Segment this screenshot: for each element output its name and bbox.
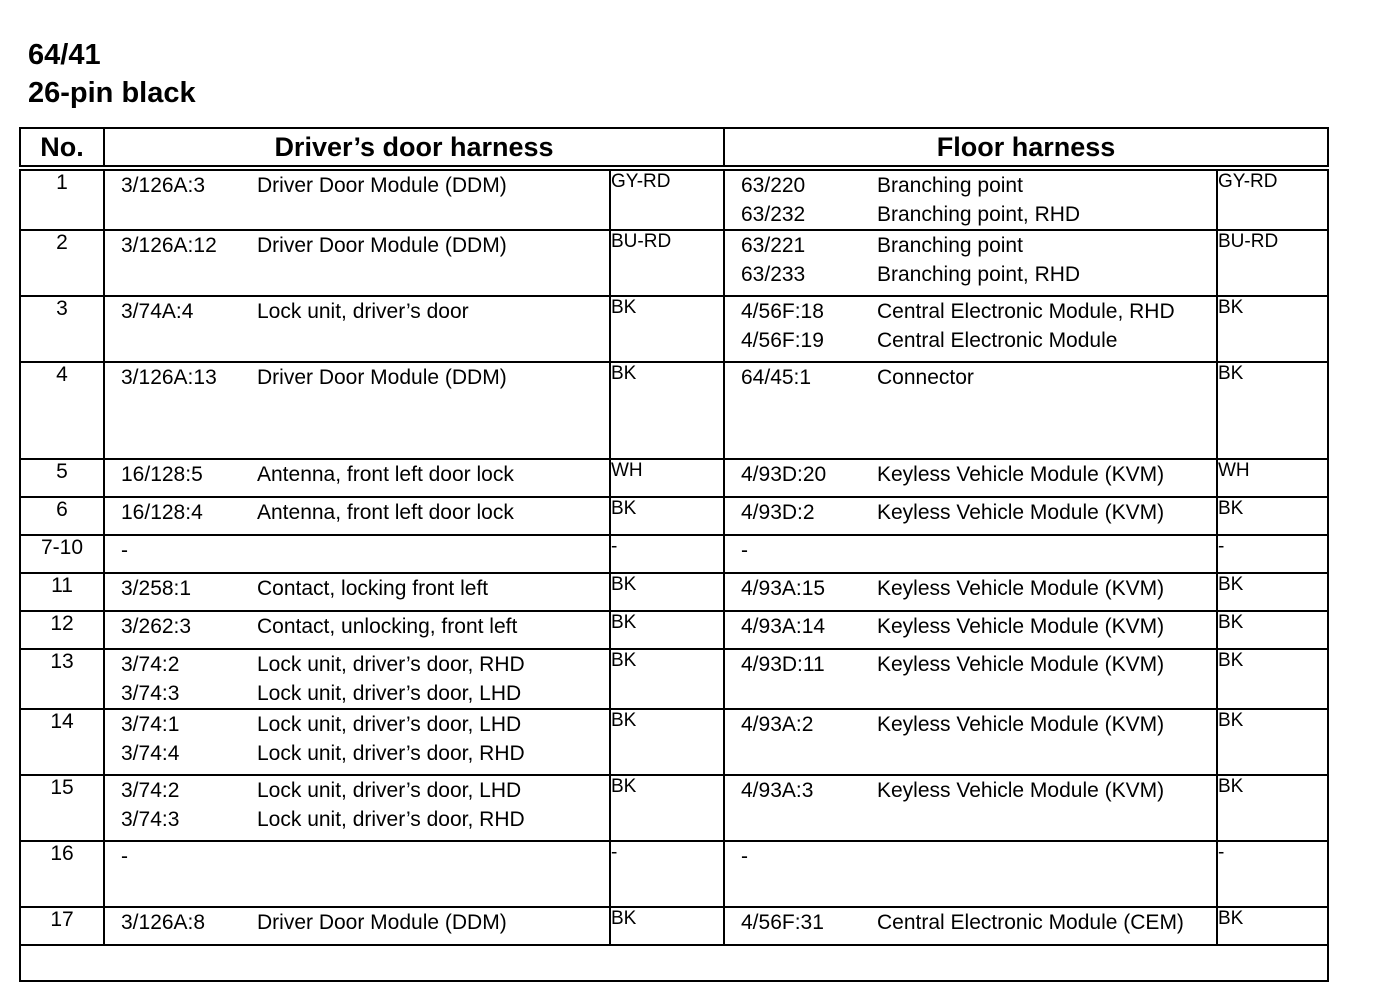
terminal-code: - [121, 845, 128, 868]
left-harness-entry [105, 739, 609, 768]
left-harness-entry [105, 908, 609, 937]
right-harness-entry [725, 231, 1216, 260]
terminal-description: Lock unit, driver’s door, LHD [257, 713, 522, 736]
terminal-code: 3/74:1 [121, 713, 180, 736]
left-harness-cell [104, 775, 610, 841]
left-wire-color: BK [610, 649, 724, 709]
right-wire-color: BU-RD [1217, 230, 1328, 296]
pin-number: 15 [20, 775, 104, 841]
right-harness-entry [725, 460, 1216, 489]
table-row [20, 362, 1328, 459]
terminal-description: Lock unit, driver’s door, RHD [257, 653, 525, 676]
terminal-code: 4/93A:14 [741, 615, 826, 638]
table-row [20, 296, 1328, 362]
left-wire-color: BK [610, 497, 724, 535]
left-harness-entry [105, 363, 609, 392]
right-wire-color: BK [1217, 907, 1328, 945]
left-harness-cell [104, 573, 610, 611]
terminal-description: Connector [877, 366, 974, 389]
terminal-description: Keyless Vehicle Module (KVM) [877, 577, 1165, 600]
terminal-code: 4/93D:2 [741, 501, 815, 524]
terminal-description [257, 536, 609, 565]
left-harness-entry [105, 679, 609, 708]
terminal-code: 4/56F:18 [741, 300, 824, 323]
right-harness-entry [725, 200, 1216, 229]
left-wire-color: BK [610, 709, 724, 775]
terminal-code: 63/221 [741, 234, 806, 257]
terminal-code: - [741, 845, 748, 868]
left-harness-entry [105, 297, 609, 326]
pin-number: 14 [20, 709, 104, 775]
left-wire-color: WH [610, 459, 724, 497]
table-row [20, 775, 1328, 841]
terminal-description: Branching point [877, 234, 1023, 257]
right-harness-cell [724, 497, 1217, 535]
terminal-description: Contact, locking front left [257, 577, 489, 600]
pin-number: 11 [20, 573, 104, 611]
right-harness-cell [724, 841, 1217, 907]
terminal-description [257, 842, 609, 871]
table-row [20, 649, 1328, 709]
terminal-description: Keyless Vehicle Module (KVM) [877, 463, 1165, 486]
right-harness-cell [724, 649, 1217, 709]
terminal-code: 4/93D:11 [741, 653, 825, 676]
terminal-code: 63/232 [741, 203, 806, 226]
right-wire-color: WH [1217, 459, 1328, 497]
table-row [20, 535, 1328, 573]
left-harness-cell [104, 649, 610, 709]
left-harness-entry [105, 498, 609, 527]
terminal-description: Driver Door Module (DDM) [257, 911, 507, 934]
right-harness-cell [724, 611, 1217, 649]
table-body [20, 168, 1328, 981]
connector-title [28, 36, 196, 112]
right-harness-cell [724, 230, 1217, 296]
pin-number: 6 [20, 497, 104, 535]
terminal-description: Central Electronic Module [877, 329, 1118, 352]
pin-number: 2 [20, 230, 104, 296]
right-harness-cell [724, 362, 1217, 459]
terminal-description: Central Electronic Module, RHD [877, 300, 1175, 323]
connector-id: 64/41 [28, 39, 101, 71]
terminal-description: Antenna, front left door lock [257, 463, 514, 486]
left-harness-cell [104, 497, 610, 535]
terminal-code: - [741, 539, 748, 562]
left-wire-color: BK [610, 573, 724, 611]
right-wire-color: BK [1217, 649, 1328, 709]
right-harness-entry [725, 536, 1216, 565]
left-wire-color: - [610, 841, 724, 907]
left-harness-entry [105, 805, 609, 834]
terminal-description: Antenna, front left door lock [257, 501, 514, 524]
left-harness-entry [105, 612, 609, 641]
header-right-harness: Floor harness [724, 128, 1328, 168]
left-harness-entry [105, 776, 609, 805]
right-wire-color: BK [1217, 573, 1328, 611]
terminal-description: Lock unit, driver’s door, RHD [257, 742, 525, 765]
terminal-code: 3/258:1 [121, 577, 192, 600]
terminal-code: 63/233 [741, 263, 806, 286]
left-wire-color: BK [610, 296, 724, 362]
right-harness-entry [725, 171, 1216, 200]
terminal-code: 3/74:4 [121, 742, 180, 765]
right-wire-color: - [1217, 841, 1328, 907]
terminal-code: 3/262:3 [121, 615, 192, 638]
connector-description: 26-pin black [28, 77, 196, 109]
left-harness-entry [105, 650, 609, 679]
terminal-code: 64/45:1 [741, 366, 812, 389]
right-harness-cell [724, 168, 1217, 230]
right-harness-cell [724, 573, 1217, 611]
right-wire-color: BK [1217, 611, 1328, 649]
table-row [20, 497, 1328, 535]
right-harness-entry [725, 326, 1216, 355]
left-harness-cell [104, 535, 610, 573]
terminal-description: Driver Door Module (DDM) [257, 366, 507, 389]
left-harness-cell [104, 841, 610, 907]
table-row [20, 709, 1328, 775]
left-wire-color: GY-RD [610, 168, 724, 230]
right-harness-entry [725, 260, 1216, 289]
header-no: No. [20, 128, 104, 168]
table-row [20, 841, 1328, 907]
empty-cell [20, 945, 1328, 981]
table-row [20, 459, 1328, 497]
pinout-table [19, 127, 1329, 982]
terminal-code: 4/56F:31 [741, 911, 824, 934]
terminal-description: Lock unit, driver’s door, RHD [257, 808, 525, 831]
left-harness-cell [104, 709, 610, 775]
terminal-description: Lock unit, driver’s door, LHD [257, 779, 522, 802]
terminal-description: Central Electronic Module (CEM) [877, 911, 1184, 934]
table-header-row [20, 128, 1328, 168]
pin-number: 4 [20, 362, 104, 459]
right-wire-color: BK [1217, 709, 1328, 775]
left-harness-entry [105, 460, 609, 489]
left-wire-color: BK [610, 362, 724, 459]
right-harness-entry [725, 363, 1216, 392]
table-row [20, 230, 1328, 296]
terminal-code: 3/126A:13 [121, 366, 217, 389]
left-wire-color: - [610, 535, 724, 573]
left-harness-entry [105, 536, 609, 565]
table-row [20, 611, 1328, 649]
terminal-description: Keyless Vehicle Module (KVM) [877, 615, 1165, 638]
left-harness-cell [104, 362, 610, 459]
terminal-code: 16/128:5 [121, 463, 203, 486]
terminal-code: 3/74:2 [121, 779, 180, 802]
pin-number: 12 [20, 611, 104, 649]
left-harness-cell [104, 230, 610, 296]
right-wire-color: BK [1217, 362, 1328, 459]
terminal-description: Branching point, RHD [877, 263, 1081, 286]
right-wire-color: - [1217, 535, 1328, 573]
right-harness-entry [725, 498, 1216, 527]
left-harness-entry [105, 710, 609, 739]
left-harness-entry [105, 171, 609, 200]
left-wire-color: BU-RD [610, 230, 724, 296]
terminal-description: Driver Door Module (DDM) [257, 234, 507, 257]
terminal-description: Driver Door Module (DDM) [257, 174, 507, 197]
terminal-description: Keyless Vehicle Module (KVM) [877, 653, 1165, 676]
right-harness-entry [725, 650, 1216, 679]
terminal-description: Contact, unlocking, front left [257, 615, 518, 638]
right-wire-color: BK [1217, 497, 1328, 535]
right-harness-cell [724, 709, 1217, 775]
terminal-code: 3/126A:8 [121, 911, 206, 934]
terminal-code: 4/93A:3 [741, 779, 814, 802]
left-harness-entry [105, 231, 609, 260]
terminal-code: 3/74:3 [121, 682, 180, 705]
left-harness-cell [104, 168, 610, 230]
terminal-description: Keyless Vehicle Module (KVM) [877, 713, 1165, 736]
terminal-description: Lock unit, driver’s door [257, 300, 469, 323]
right-harness-entry [725, 776, 1216, 805]
left-wire-color: BK [610, 775, 724, 841]
terminal-code: 3/74:3 [121, 808, 180, 831]
terminal-description: Lock unit, driver’s door, LHD [257, 682, 522, 705]
left-harness-cell [104, 611, 610, 649]
terminal-code: 4/93A:2 [741, 713, 814, 736]
terminal-description: Keyless Vehicle Module (KVM) [877, 501, 1165, 524]
right-harness-cell [724, 296, 1217, 362]
left-harness-cell [104, 296, 610, 362]
terminal-description [877, 536, 1216, 565]
right-harness-cell [724, 775, 1217, 841]
terminal-code: - [121, 539, 128, 562]
terminal-code: 63/220 [741, 174, 806, 197]
pin-number: 3 [20, 296, 104, 362]
terminal-description: Branching point [877, 174, 1023, 197]
table-row [20, 573, 1328, 611]
terminal-code: 3/126A:12 [121, 234, 217, 257]
right-harness-cell [724, 907, 1217, 945]
right-wire-color: BK [1217, 296, 1328, 362]
pin-number: 13 [20, 649, 104, 709]
right-harness-cell [724, 459, 1217, 497]
terminal-description: Branching point, RHD [877, 203, 1081, 226]
terminal-code: 3/126A:3 [121, 174, 206, 197]
table-row [20, 168, 1328, 230]
left-harness-cell [104, 907, 610, 945]
right-harness-entry [725, 710, 1216, 739]
right-harness-entry [725, 297, 1216, 326]
pin-number: 1 [20, 168, 104, 230]
empty-table-row [20, 945, 1328, 981]
left-wire-color: BK [610, 907, 724, 945]
pin-number: 17 [20, 907, 104, 945]
terminal-code: 3/74A:4 [121, 300, 194, 323]
table-row [20, 907, 1328, 945]
terminal-code: 3/74:2 [121, 653, 180, 676]
right-harness-cell [724, 535, 1217, 573]
pin-number: 16 [20, 841, 104, 907]
terminal-description: Keyless Vehicle Module (KVM) [877, 779, 1165, 802]
right-harness-entry [725, 612, 1216, 641]
left-harness-entry [105, 842, 609, 871]
terminal-code: 16/128:4 [121, 501, 203, 524]
terminal-code: 4/56F:19 [741, 329, 824, 352]
left-harness-cell [104, 459, 610, 497]
left-wire-color: BK [610, 611, 724, 649]
right-harness-entry [725, 842, 1216, 871]
terminal-description [877, 842, 1216, 871]
terminal-code: 4/93A:15 [741, 577, 826, 600]
right-wire-color: GY-RD [1217, 168, 1328, 230]
pin-number: 7-10 [20, 535, 104, 573]
right-harness-entry [725, 908, 1216, 937]
left-harness-entry [105, 574, 609, 603]
terminal-code: 4/93D:20 [741, 463, 827, 486]
right-harness-entry [725, 574, 1216, 603]
header-left-harness: Driver’s door harness [104, 128, 724, 168]
pin-number: 5 [20, 459, 104, 497]
right-wire-color: BK [1217, 775, 1328, 841]
